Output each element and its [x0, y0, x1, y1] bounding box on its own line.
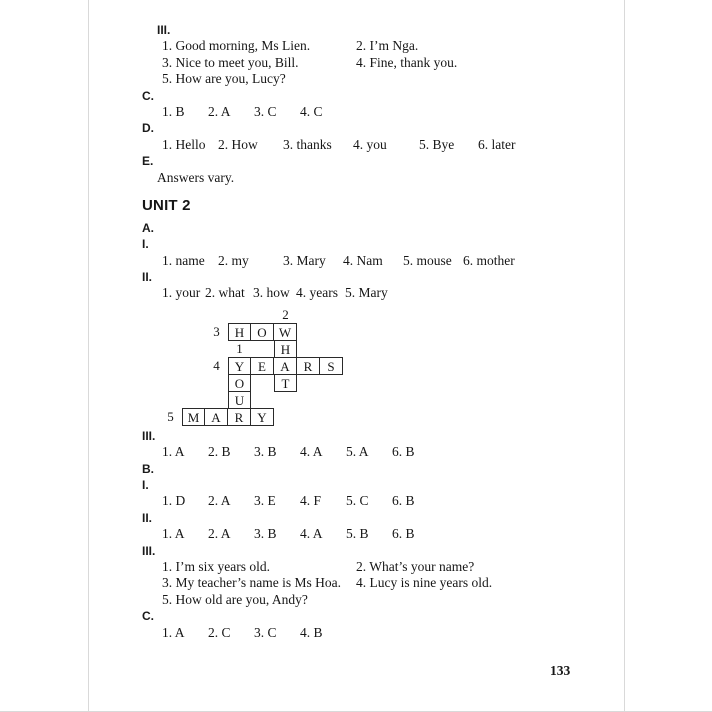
crossword-cell: A	[274, 357, 297, 375]
answer-item: 1. A	[162, 444, 185, 460]
answer-item: 2. B	[208, 444, 231, 460]
crossword-spacer	[159, 391, 228, 409]
answer-item: 2. C	[208, 624, 231, 640]
answer-line	[162, 625, 624, 641]
answer-item: 4. you	[353, 136, 387, 152]
answer-line	[162, 104, 624, 120]
answer-line	[162, 592, 624, 608]
answer-item: 2. my	[218, 252, 249, 268]
answer-item: 5. A	[346, 444, 369, 460]
answer-item: 6. mother	[463, 252, 515, 268]
section-label-b-iii: III.	[142, 543, 156, 558]
section-label-a-iii: III.	[142, 428, 156, 443]
crossword-cell: Y	[228, 357, 251, 375]
crossword-spacer	[159, 306, 274, 324]
answer-item: 6. later	[478, 136, 516, 152]
crossword-spacer	[251, 340, 274, 358]
answer-item: 3. Nice to meet you, Bill.	[162, 54, 299, 70]
answer-item: 1. A	[162, 624, 185, 640]
answer-item: 6. B	[392, 444, 415, 460]
answer-item: 4. years	[296, 285, 338, 301]
section-label-c: C.	[142, 88, 154, 103]
crossword-cell: Y	[251, 408, 274, 426]
answer-item: 2. what	[205, 285, 245, 301]
crossword-cell: A	[205, 408, 228, 426]
answer-item: 4. A	[300, 526, 323, 542]
section-label-a: A.	[142, 220, 154, 235]
answer-line	[162, 285, 624, 301]
answer-line	[162, 493, 624, 509]
answer-line: Answers vary.	[157, 169, 235, 185]
page-number: 133	[550, 663, 571, 678]
crossword-spacer	[159, 374, 228, 392]
answer-item: 4. Fine, thank you.	[356, 54, 458, 70]
crossword-row	[159, 340, 624, 358]
crossword-cell: W	[274, 323, 297, 341]
answer-item: 5. Bye	[419, 136, 455, 152]
answer-item: 2. How	[218, 136, 258, 152]
answer-item: 1. name	[162, 252, 205, 268]
answer-item: 4. Lucy is nine years old.	[356, 575, 493, 591]
answer-item: 5. B	[346, 526, 369, 542]
answer-item: 2. I’m Nga.	[356, 38, 419, 54]
answer-item: 3. E	[254, 493, 276, 509]
answer-line	[162, 38, 624, 54]
crossword-row	[159, 306, 624, 324]
answer-item: 4. F	[300, 493, 322, 509]
answer-item: 5. Mary	[345, 285, 388, 301]
crossword-cell: H	[274, 340, 297, 358]
crossword-number-1: 1	[236, 340, 243, 356]
answer-item: 1. A	[162, 526, 185, 542]
section-label-b-ii: II.	[142, 510, 153, 525]
crossword-spacer	[251, 374, 274, 392]
crossword-word-years	[228, 357, 343, 375]
answer-line	[162, 71, 624, 87]
answer-item: 6. B	[392, 493, 415, 509]
unit-heading: UNIT 2	[142, 196, 191, 214]
answer-line	[162, 137, 624, 153]
answer-item: 4. C	[300, 103, 323, 119]
crossword-cell: R	[228, 408, 251, 426]
crossword-cell: H	[228, 323, 251, 341]
answer-item: 3. C	[254, 624, 277, 640]
crossword-cell: R	[297, 357, 320, 375]
answer-item: 1. your	[162, 285, 201, 301]
answer-item: 2. A	[208, 103, 231, 119]
section-label-b-i: I.	[142, 478, 149, 493]
section-label-e: E.	[142, 154, 154, 169]
crossword-spacer	[159, 357, 205, 375]
answer-item: 1. I’m six years old.	[162, 558, 270, 574]
crossword-cell: M	[182, 408, 205, 426]
answer-item: 1. B	[162, 103, 185, 119]
crossword-word-how	[228, 323, 297, 341]
crossword-row	[159, 357, 624, 375]
answer-item: 1. D	[162, 493, 186, 509]
answer-item: 6. B	[392, 526, 415, 542]
crossword-word-mary	[182, 408, 274, 426]
crossword-number-5: 5	[167, 408, 174, 424]
answer-line	[162, 55, 624, 71]
crossword-row	[159, 391, 624, 409]
answer-item: 2. What’s your name?	[356, 558, 475, 574]
answer-item: 2. A	[208, 493, 231, 509]
answer-line	[162, 253, 624, 269]
answer-line	[162, 444, 624, 460]
crossword-cell: O	[251, 323, 274, 341]
answer-line	[162, 575, 624, 591]
answer-item: 5. C	[346, 493, 369, 509]
crossword-cell: O	[228, 374, 251, 392]
crossword-row	[159, 374, 624, 392]
answer-line	[162, 526, 624, 542]
crossword-spacer	[159, 340, 228, 358]
crossword-row	[159, 408, 624, 426]
answer-item: 3. thanks	[283, 136, 332, 152]
answer-item: 1. Hello	[162, 136, 206, 152]
book-page	[88, 0, 625, 711]
section-label-b: B.	[142, 461, 154, 476]
crossword-cell: U	[228, 391, 251, 409]
section-label-a-i: I.	[142, 237, 149, 252]
crossword-puzzle	[159, 306, 624, 426]
section-label-iii-top: III.	[157, 23, 171, 37]
answer-item: 2. A	[208, 526, 231, 542]
crossword-row	[159, 323, 624, 341]
crossword-cell: T	[274, 374, 297, 392]
section-label-a-ii: II.	[142, 270, 153, 285]
crossword-number-3: 3	[213, 323, 220, 339]
answer-item: 3. how	[253, 285, 290, 301]
section-label-d: D.	[142, 121, 154, 136]
answer-item: 4. B	[300, 624, 323, 640]
answer-item: 4. Nam	[343, 252, 383, 268]
crossword-cell: S	[320, 357, 343, 375]
answer-item: 3. Mary	[283, 252, 326, 268]
answer-line	[162, 559, 624, 575]
crossword-spacer	[159, 323, 205, 341]
answer-item: 5. mouse	[403, 252, 452, 268]
crossword-number-2: 2	[282, 306, 289, 322]
answer-item: 5. How old are you, Andy?	[162, 591, 308, 607]
answer-item: 3. B	[254, 526, 277, 542]
crossword-number-4: 4	[213, 357, 220, 373]
answer-item: 3. C	[254, 103, 277, 119]
answer-item: 3. B	[254, 444, 277, 460]
answer-item: 1. Good morning, Ms Lien.	[162, 38, 311, 54]
answer-item: 3. My teacher’s name is Ms Hoa.	[162, 575, 341, 591]
answer-item: 5. How are you, Lucy?	[162, 71, 286, 87]
section-label-c2: C.	[142, 609, 154, 624]
crossword-cell: E	[251, 357, 274, 375]
answer-item: 4. A	[300, 444, 323, 460]
